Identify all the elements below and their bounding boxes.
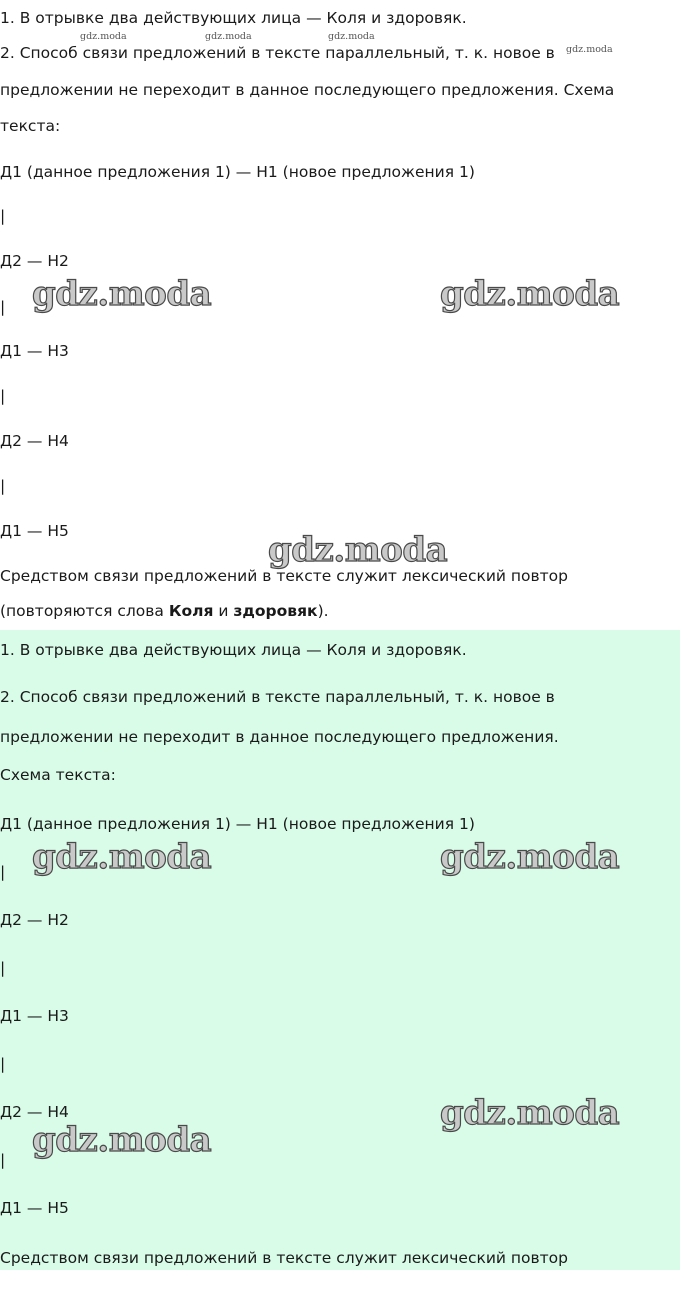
scheme-connector: | [0,298,6,316]
watermark-small: gdz.moda [205,31,252,42]
scheme-connector: | [0,959,6,977]
scheme-line-2: Д2 — Н2 [0,252,69,270]
scheme-connector: | [0,387,6,405]
watermark-large: gdz.moda [32,837,212,877]
watermark-large: gdz.moda [268,530,448,570]
conclusion-line-1: Средством связи предложений в тексте служит лексический повтор [0,1249,569,1267]
scheme-line-5: Д1 — Н5 [0,1199,69,1217]
conclusion-text: ). [317,602,329,620]
highlighted-word: Коля [168,602,214,620]
scheme-line-3: Д1 — Н3 [0,342,69,360]
highlighted-word: здоровяк [233,602,318,620]
answer-paragraph-1: 1. В отрывке два действующих лица — Коля и здоровяк. [0,9,467,27]
scheme-line-1: Д1 (данное предложения 1) — Н1 (новое предложения 1) [0,163,475,181]
scheme-connector: | [0,1055,6,1073]
watermark-small: gdz.moda [328,31,375,42]
scheme-line-4: Д2 — Н4 [0,432,69,450]
answer-paragraph-2-cont: предложении не переходит в данное последующего предложения. Схема [0,81,615,99]
conclusion-text: (повторяются слова [0,602,169,620]
scheme-line-1: Д1 (данное предложения 1) — Н1 (новое предложения 1) [0,815,475,833]
scheme-connector: | [0,1151,6,1169]
answer-block-highlight [0,630,680,1270]
scheme-line-5: Д1 — Н5 [0,522,69,540]
watermark-large: gdz.moda [440,274,620,314]
conclusion-line-1: Средством связи предложений в тексте служит лексический повтор [0,567,569,585]
answer-paragraph-2: 2. Способ связи предложений в тексте параллельный, т. к. новое в [0,688,555,706]
answer-paragraph-2-end: текста: [0,117,61,135]
watermark-large: gdz.moda [32,274,212,314]
conclusion-text: и [213,602,234,620]
scheme-connector: | [0,863,6,881]
watermark-large: gdz.moda [32,1120,212,1160]
scheme-line-4: Д2 — Н4 [0,1103,69,1121]
watermark-large: gdz.moda [440,1093,620,1133]
answer-paragraph-2: 2. Способ связи предложений в тексте параллельный, т. к. новое в [0,44,555,62]
answer-paragraph-2-cont: предложении не переходит в данное последующего предложения. [0,728,559,746]
answer-paragraph-1: 1. В отрывке два действующих лица — Коля и здоровяк. [0,641,467,659]
watermark-small: gdz.moda [566,44,613,55]
watermark-large: gdz.moda [440,837,620,877]
scheme-line-2: Д2 — Н2 [0,911,69,929]
scheme-connector: | [0,207,6,225]
scheme-connector: | [0,477,6,495]
answer-paragraph-2-end: Схема текста: [0,766,116,784]
scheme-line-3: Д1 — Н3 [0,1007,69,1025]
conclusion-line-2 [0,601,329,621]
watermark-small: gdz.moda [80,31,127,42]
